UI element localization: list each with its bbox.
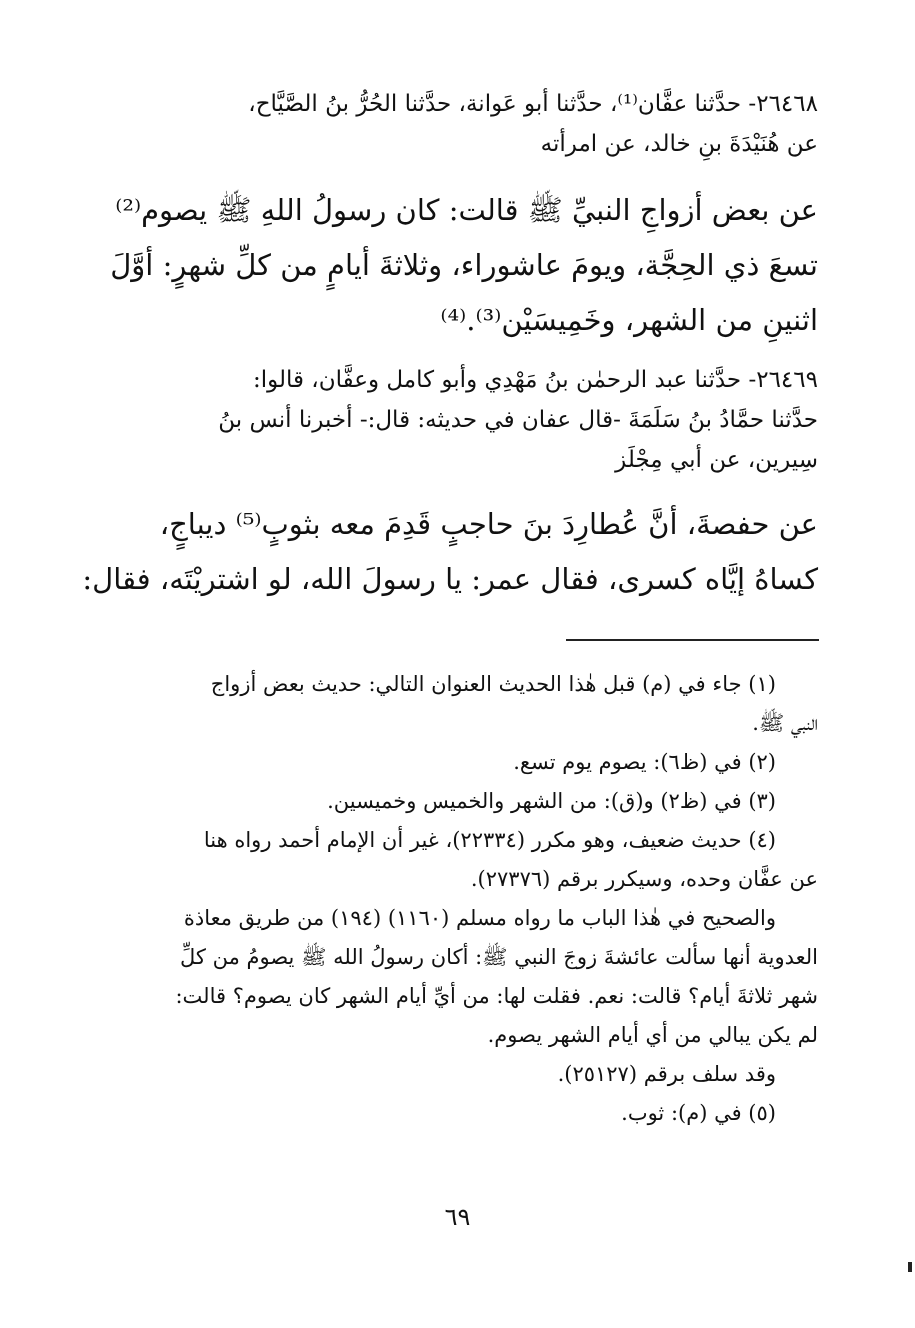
- hadith-26469-isnad: [118, 360, 818, 480]
- isnad-line: ٢٦٤٦٩- حدَّثنا عبد الرحمٰن بنُ مَهْدِي وأبو كامل وعفَّان، قالوا:: [252, 367, 818, 393]
- footnote-1-cont: النبي ﷺ.: [752, 711, 818, 735]
- footnote-3: (٣) في (ظ٢) و(ق): من الشهر والخميس وخميسين.: [327, 789, 776, 813]
- hadith-26468-matn: [110, 183, 818, 348]
- footnote-separator: [566, 639, 819, 641]
- footnote-4-cont: شهر ثلاثةَ أيام؟ قالت: نعم. فقلت لها: من أيِّ أيام الشهر كان يصوم؟ قالت:: [175, 984, 818, 1008]
- footnote-4-cont: عن عفَّان وحده، وسيكرر برقم (٢٧٣٧٦).: [470, 867, 818, 891]
- page-number: ٦٩: [444, 1203, 471, 1231]
- footnote-4-ref: وقد سلف برقم (٢٥١٢٧).: [557, 1062, 776, 1086]
- footnotes: [118, 665, 818, 1133]
- matn-line: تسعَ ذي الحِجَّة، ويومَ عاشوراء، وثلاثةَ أيامٍ من كلِّ شهرٍ: أوَّلَ: [110, 248, 818, 282]
- isnad-line: حدَّثنا حمَّادُ بنُ سَلَمَةَ -قال عفان في حديثه: قال:- أخبرنا أنس بنُ: [218, 407, 818, 433]
- hadith-26468-isnad: [118, 84, 818, 164]
- matn-line: كساهُ إيَّاه كسرى، فقال عمر: يا رسولَ الله، لو اشتريْتَه، فقال:: [82, 562, 818, 596]
- footnote-5: (٥) في (م): ثوب.: [621, 1101, 776, 1125]
- scan-mark: [908, 1262, 912, 1272]
- footnote-1: (١) جاء في (م) قبل هٰذا الحديث العنوان التالي: حديث بعض أزواج: [210, 672, 776, 696]
- matn-line: عن حفصةَ، أنَّ عُطارِدَ بنَ حاجبٍ قَدِمَ معه بثوبٍ⁽⁵⁾ ديباجٍ،: [159, 507, 818, 541]
- isnad-line: عن هُنَيْدَةَ بنِ خالد، عن امرأته: [540, 131, 818, 157]
- hadith-26469-matn: [82, 497, 818, 607]
- footnote-4-cont: لم يكن يبالي من أي أيام الشهر يصوم.: [487, 1023, 818, 1047]
- footnote-4-para: والصحيح في هٰذا الباب ما رواه مسلم (١١٦٠) (١٩٤) من طريق معاذة: [183, 906, 776, 930]
- matn-line: اثنينِ من الشهر، وخَمِيسَيْن⁽³⁾.⁽⁴⁾: [440, 303, 818, 337]
- footnote-2: (٢) في (ظ٦): يصوم يوم تسع.: [513, 750, 776, 774]
- footnote-4-cont: العدوية أنها سألت عائشةَ زوجَ النبي ﷺ: أكان رسولُ الله ﷺ يصومُ من كلِّ: [180, 945, 818, 969]
- matn-line: عن بعض أزواجِ النبيِّ ﷺ قالت: كان رسولُ اللهِ ﷺ يصوم⁽²⁾: [115, 193, 818, 227]
- isnad-line: ٢٦٤٦٨- حدَّثنا عفَّان⁽¹⁾، حدَّثنا أبو عَوانة، حدَّثنا الحُرُّ بنُ الصَّيَّاح،: [248, 91, 818, 117]
- footnote-4: (٤) حديث ضعيف، وهو مكرر (٢٢٣٣٤)، غير أن الإمام أحمد رواه هنا: [203, 828, 776, 852]
- isnad-line: سِيرين، عن أبي مِجْلَز: [615, 447, 818, 473]
